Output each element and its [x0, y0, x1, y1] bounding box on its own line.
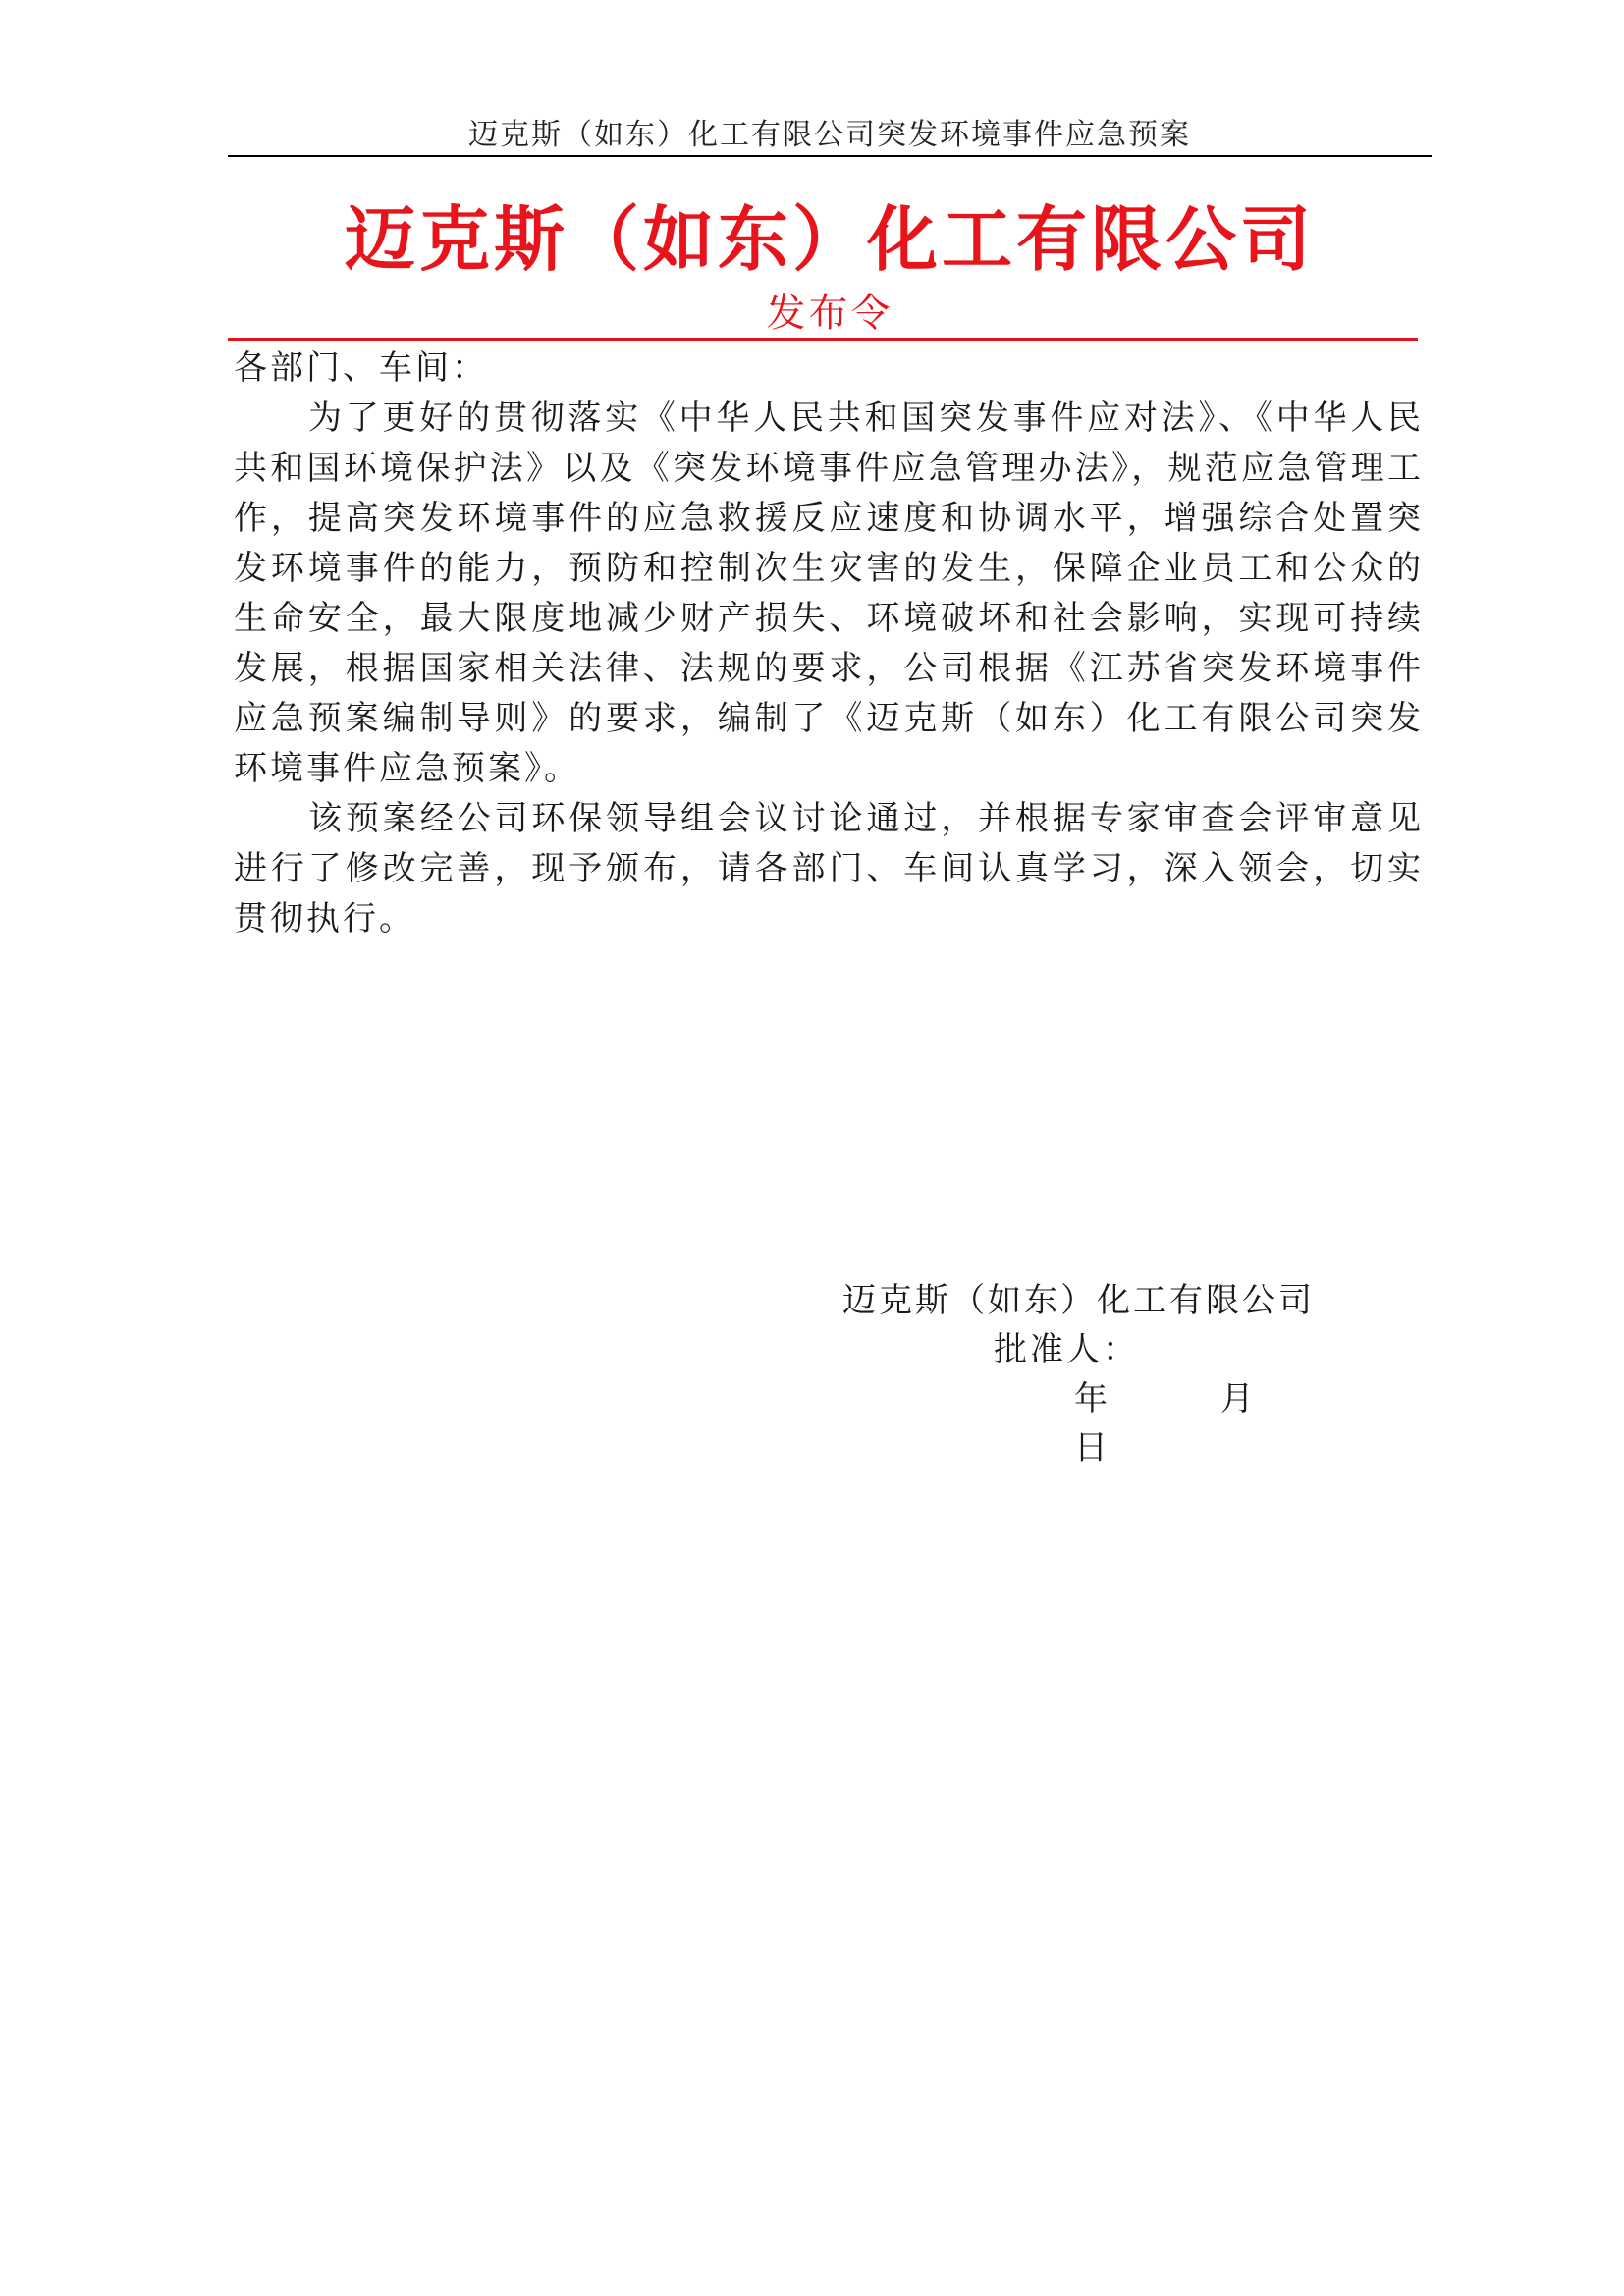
body-paragraph-1: 为了更好的贯彻落实《中华人民共和国突发事件应对法》、《中华人民共和国环境保护法》以及《突发环境事件应急管理办法》，规范应急管理工作，提高突发环境事件的应急救援反应速度和协调水平，增强综合处置突发环境事件的能力，预防和控制次生灾害的发生，保障企业员工和公众的生命安全，最大限度地减少财产损失、环境破坏和社会影响，实现可持续发展，根据国家相关法律、法规的要求，公司根据《江苏省突发环境事件应急预案编制导则》的要求，编制了《迈克斯（如东）化工有限公司突发环境事件应急预案》。 — [234, 399, 1424, 788]
date-day: 日 — [1074, 1428, 1110, 1468]
signature-company: 迈克斯（如东）化工有限公司 — [842, 1281, 1315, 1320]
document-title: 发布令 — [766, 291, 893, 336]
document-body — [234, 344, 1424, 944]
date-year: 年 — [1074, 1379, 1110, 1418]
body-paragraph-2: 该预案经公司环保领导组会议讨论通过，并根据专家审查会评审意见进行了修改完善，现予颁布，请各部门、车间认真学习，深入领会，切实贯彻执行。 — [234, 799, 1424, 938]
date-month: 月 — [1219, 1379, 1257, 1418]
company-title: 迈克斯（如东）化工有限公司 — [344, 197, 1315, 281]
signature-date — [842, 1374, 1353, 1472]
header-divider — [228, 155, 1432, 157]
approver-label: 批准人： — [994, 1330, 1139, 1369]
salutation: 各部门、车间： — [234, 348, 488, 388]
title-divider — [228, 338, 1418, 341]
running-header: 迈克斯（如东）化工有限公司突发环境事件应急预案 — [468, 118, 1191, 152]
signature-block — [842, 1276, 1353, 1472]
